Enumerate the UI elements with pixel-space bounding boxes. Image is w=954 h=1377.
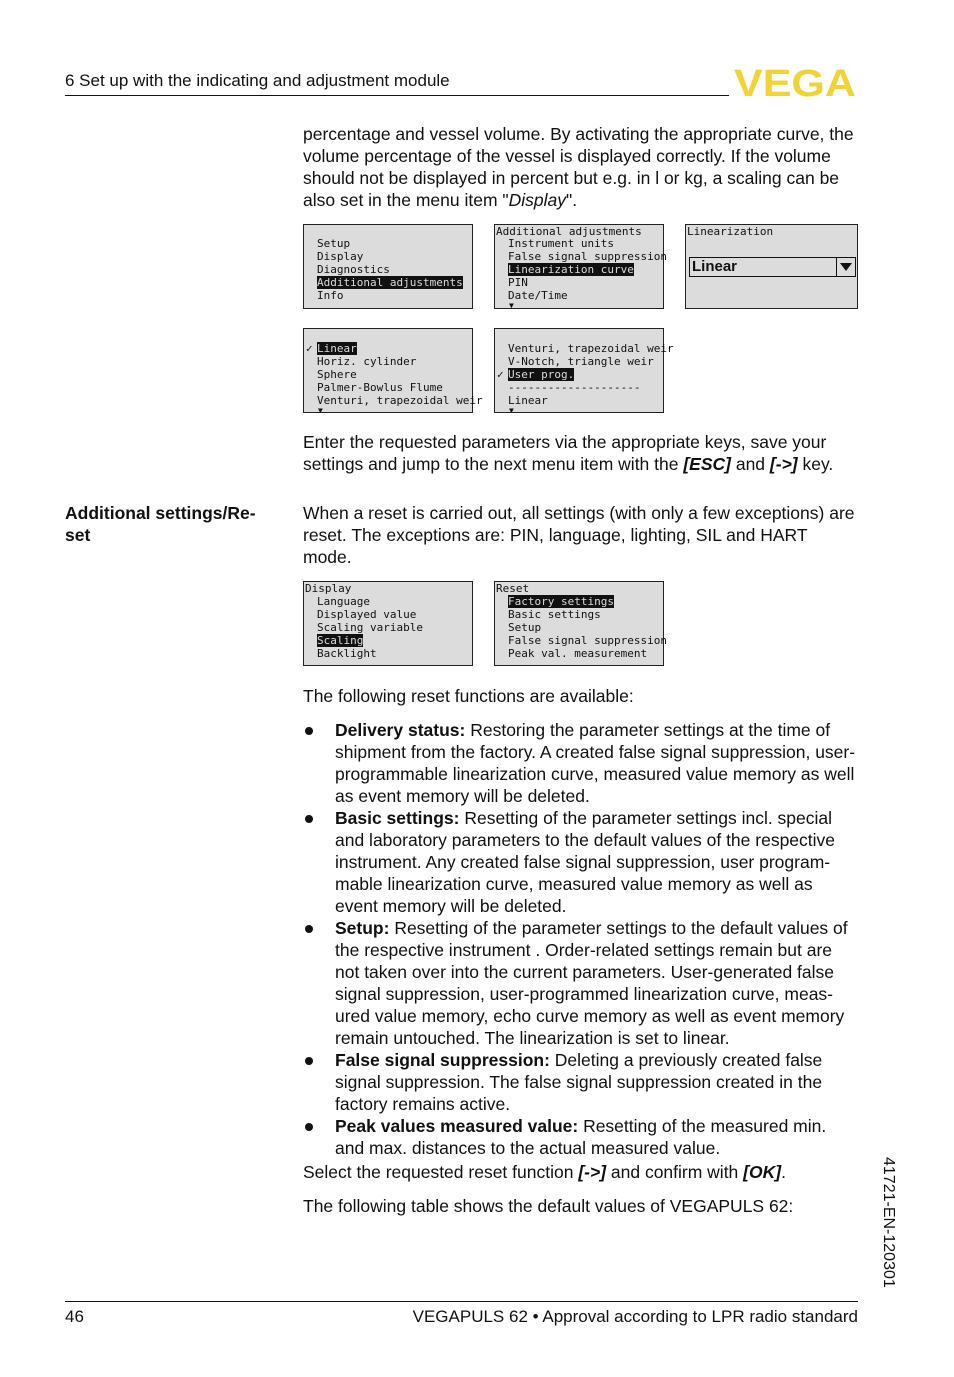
menu-line: Scaling variable [317,621,423,634]
enter-params-paragraph: Enter the requested parameters via the appropriate keys, save your settings and jump to the next menu item with the [ESC] and [->] key. [303,432,834,474]
menu-line: Backlight [317,647,377,660]
menu-line-selected: Linearization curve [508,263,634,276]
list-item: Setup: Resetting of the parameter settings to the default values of the respective instrument . Order-related settings remain but are not taken over into the current parameters. User-generated false signal suppression, user-programmed linearization curve, meas-ured value memory, echo curve memory as well as event memory remain untouched. The linearization is set to linear. [303,917,859,1049]
menu-line: False signal suppression [508,634,667,647]
menu-line: Diagnostics [317,263,390,276]
menu-line: Venturi, trapezoidal weir [508,342,674,355]
menu-line: Sphere [317,368,357,381]
document-code: 41721-EN-120301 [880,1157,897,1288]
menu-line: Linear [508,394,548,407]
menu-line-selected: Scaling [317,634,364,647]
checkmark-icon: ✓ [497,368,504,381]
bullet-icon [305,815,313,823]
screen-curves-2 [494,328,674,415]
logo-text: VEGA [734,63,856,102]
scroll-down-icon: ▼ [318,406,323,415]
available-functions-text: The following reset functions are available: [303,686,634,706]
screen-linearization [685,224,858,309]
menu-line: Date/Time [508,289,568,302]
menu-line-selected: Factory settings [508,595,614,608]
screen-title: Linearization [687,225,774,238]
menu-line: Setup [317,237,351,250]
menu-line: Palmer-Bowlus Flume [317,381,443,394]
menu-line: Info [317,289,344,302]
section-heading: Additional settings/Re- set [65,503,256,545]
menu-line: PIN [508,276,528,289]
footer-rule [65,1301,858,1302]
footer-title: VEGAPULS 62 • Approval according to LPR radio standard [412,1307,858,1326]
menu-line: False signal suppression [508,250,667,263]
bullet-icon [305,1057,313,1065]
menu-line: Setup [508,621,542,634]
vega-logo [734,62,858,102]
select-reset-paragraph: Select the requested reset function [->] and confirm with [OK]. [303,1162,786,1182]
page-number: 46 [65,1307,84,1326]
menu-line: Basic settings [508,608,601,621]
screen-additional-adjustments [494,224,667,310]
menu-line-selected: Linear [317,342,357,355]
linearization-value: Linear [692,258,738,275]
menu-line: V-Notch, triangle weir [508,355,654,368]
scroll-down-icon: ▼ [509,406,514,415]
list-item: Delivery status: Restoring the parameter settings at the time of shipment from the factory. A created false signal suppression, user-programmable linearization curve, measured value memory as well as event memory will be deleted. [303,719,859,807]
menu-line: Peak val. measurement [508,647,648,660]
list-item: Basic settings: Resetting of the parameter settings incl. special and laboratory parameters to the default values of the respective instrument. Any created false signal suppression, user program-mable linearization curve, measured value memory as well as event memory will be deleted. [303,807,859,917]
screen-reset [494,581,667,666]
menu-line: Venturi, trapezoidal weir [317,394,483,407]
list-item: False signal suppression: Deleting a previously created false signal suppression. The false signal suppression created in the factory remains active. [303,1049,859,1115]
menu-line: Language [317,595,370,608]
bullet-icon [305,1123,313,1131]
screen-title: Reset [496,582,530,595]
screen-display [303,581,473,666]
intro-paragraph: percentage and vessel volume. By activating the appropriate curve, the volume percentage of the vessel is displayed correctly. If the volume should not be displayed in percent but e.g. in l or kg, a scaling can be also set in the menu item "Display". [303,124,854,210]
menu-line: Display [317,250,364,263]
list-item: Peak values measured value: Resetting of the measured min. and max. distances to the actual measured value. [303,1115,859,1159]
menu-line: Displayed value [317,608,417,621]
scroll-down-icon: ▼ [509,301,514,310]
screen-main-menu [303,224,473,309]
bullet-icon [305,925,313,933]
chapter-heading: 6 Set up with the indicating and adjustment module [65,71,450,90]
header-rule [65,95,729,96]
table-intro-text: The following table shows the default values of VEGAPULS 62: [303,1196,794,1216]
menu-line: Instrument units [508,237,614,250]
checkmark-icon: ✓ [306,342,313,355]
menu-separator: -------------------- [508,381,641,394]
menu-line-selected: Additional adjustments [317,276,463,289]
menu-line-selected: User prog. [508,368,575,381]
bullet-icon [305,727,313,735]
screen-curves-1 [303,328,483,415]
linearization-select [689,257,856,277]
screen-title: Display [305,582,352,595]
screen-title: Additional adjustments [496,225,642,238]
menu-line: Horiz. cylinder [317,355,417,368]
reset-functions-list [303,719,859,1159]
dropdown-arrow-icon [836,258,855,276]
reset-paragraph: When a reset is carried out, all settings (with only a few exceptions) are reset. The exceptions are: PIN, language, lighting, SIL and HART mode. [303,503,855,567]
